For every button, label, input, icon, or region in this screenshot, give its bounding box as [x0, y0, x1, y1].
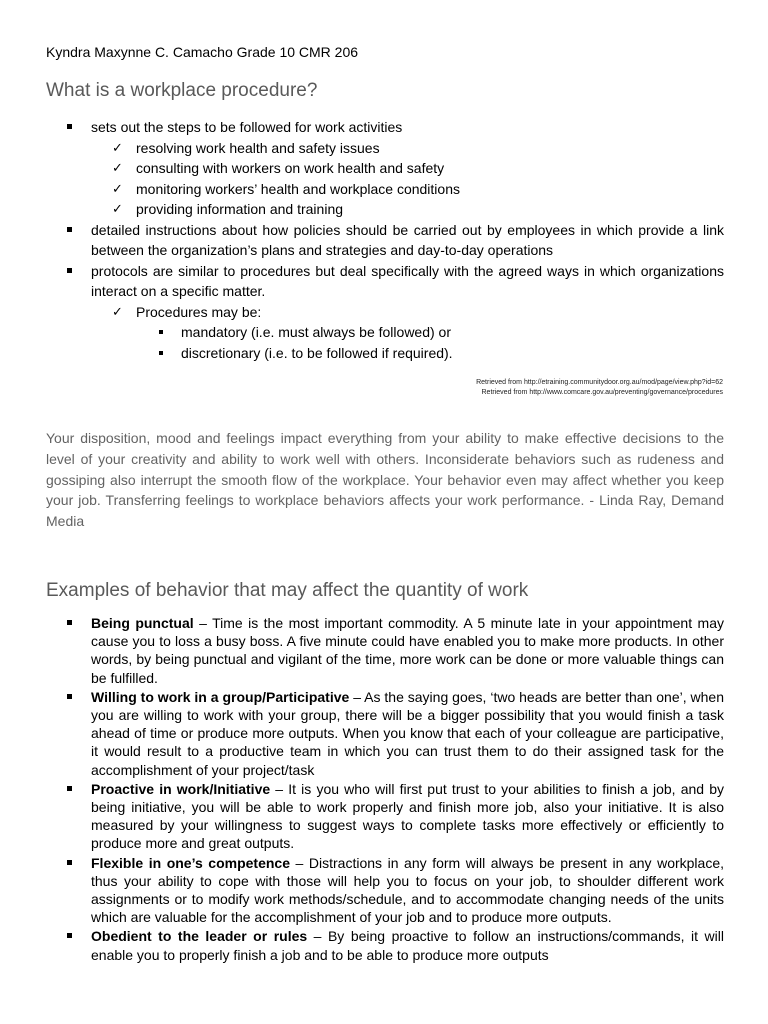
behavior-term: Obedient to the leader or rules	[91, 928, 308, 945]
section-title-workplace-procedure: What is a workplace procedure?	[46, 80, 318, 101]
list-item	[46, 261, 724, 302]
check-item	[46, 179, 724, 200]
check-item-text: resolving work health and safety issues	[136, 139, 380, 156]
checkmark-icon: ✓	[112, 180, 123, 196]
list-item	[46, 117, 724, 138]
sub-item-text: mandatory (i.e. must always be followed) or	[181, 324, 451, 340]
list-item-text: protocols are similar to procedures but deal specifically with the agreed ways in which organizations interact on a specific matter.	[91, 262, 724, 299]
bullet-square-icon	[159, 330, 163, 334]
behavior-term: Proactive in work/Initiative	[91, 780, 271, 797]
check-item	[46, 199, 724, 220]
check-item-text: consulting with workers on work health and safety	[136, 160, 445, 176]
list-item-text: detailed instructions about how policies should be carried out by employees in which provide a link between the organization’s plans and strategies and day-to-day operations	[91, 221, 724, 258]
references	[476, 378, 723, 398]
behavior-list	[46, 614, 724, 965]
list-item	[46, 220, 724, 261]
check-item	[46, 158, 724, 179]
behavior-item	[46, 854, 724, 927]
bullet-square-icon	[67, 268, 72, 273]
section-title-behavior-examples: Examples of behavior that may affect the quantity of work	[46, 580, 529, 601]
bullet-square-icon	[67, 620, 72, 625]
behavior-description: – Distractions in any form will always be present in any workplace, thus your ability to cope with those will help you to focus on your job, to shoulder different work assignments or to modify work methods/schedule, and to accommodate changing needs of the units which are valuable for the accomplishment of your job and to produce more outputs.	[91, 854, 725, 926]
bullet-square-icon	[159, 351, 163, 355]
check-item	[46, 138, 724, 159]
quote-paragraph: Your disposition, mood and feelings impact everything from your ability to make effective decisions to the level of your creativity and ability to work well with others. Inconsiderate behaviors such as rudeness and gossiping also interrupt the smooth flow of the workplace. Your behavior even may affect whether you keep your job. Transferring feelings to workplace behaviors affects your work performance. - Linda Ray, Demand Media	[46, 430, 724, 530]
behavior-description: – Time is the most important commodity. A 5 minute late in your appointment may cause you to loss a busy boss. A five minute could have enabled you to make more products. In other words, by being punctual and vigilant of the time, more work can be done or more valuable things can be fulfilled.	[91, 615, 724, 686]
behavior-description: – As the saying goes, ‘two heads are better than one’, when you are willing to work with your group, there will be a bigger possibility that you would finish a task ahead of time or produce more outputs. When you know that each of your colleague are participative, it would result to a productive team in which you can trust them to do their assigned task for the accomplishment of your project/task	[91, 688, 725, 778]
bullet-square-icon	[67, 860, 72, 865]
sub-item-text: discretionary (i.e. to be followed if required).	[181, 344, 453, 361]
behavior-item	[46, 614, 724, 687]
behavior-term: Being punctual	[91, 615, 194, 631]
behavior-description: – By being proactive to follow an instructions/commands, it will enable you to properly finish a job and to be able to produce more outputs	[91, 928, 724, 963]
bullet-square-icon	[67, 227, 72, 232]
check-item-text: Procedures may be:	[136, 303, 262, 320]
behavior-term: Willing to work in a group/Participative	[91, 688, 350, 705]
behavior-item	[46, 780, 724, 853]
check-item	[46, 302, 724, 323]
author-line: Kyndra Maxynne C. Camacho Grade 10 CMR 206	[46, 44, 359, 60]
check-item-text: providing information and training	[136, 201, 344, 217]
bullet-square-icon	[67, 694, 72, 699]
sub-item	[46, 343, 724, 364]
reference-line: Retrieved from http://www.comcare.gov.au/preventing/governance/procedures	[481, 389, 723, 396]
checkmark-icon: ✓	[112, 303, 123, 319]
behavior-item	[46, 927, 724, 963]
sub-item	[46, 322, 724, 343]
checkmark-icon: ✓	[112, 201, 123, 216]
bullet-square-icon	[67, 933, 72, 938]
bullet-square-icon	[67, 124, 72, 129]
behavior-item	[46, 688, 724, 779]
checkmark-icon: ✓	[112, 139, 123, 155]
behavior-term: Flexible in one’s competence	[91, 854, 290, 871]
behavior-description: – It is you who will first put trust to your abilities to finish a job, and by being initiative, you will be able to work properly and finish more job, also your initiative. It is also measured by your willingness to suggest ways to complete tasks more effectively or efficiently to produce more and great outputs.	[91, 780, 724, 852]
list-item-text: sets out the steps to be followed for work activities	[91, 119, 403, 135]
check-item-text: monitoring workers’ health and workplace conditions	[136, 180, 460, 197]
bullet-square-icon	[67, 786, 72, 791]
procedure-list	[46, 117, 724, 363]
reference-line: Retrieved from http://etraining.communitydoor.org.au/mod/page/view.php?id=62	[476, 379, 723, 386]
checkmark-icon: ✓	[112, 160, 123, 175]
